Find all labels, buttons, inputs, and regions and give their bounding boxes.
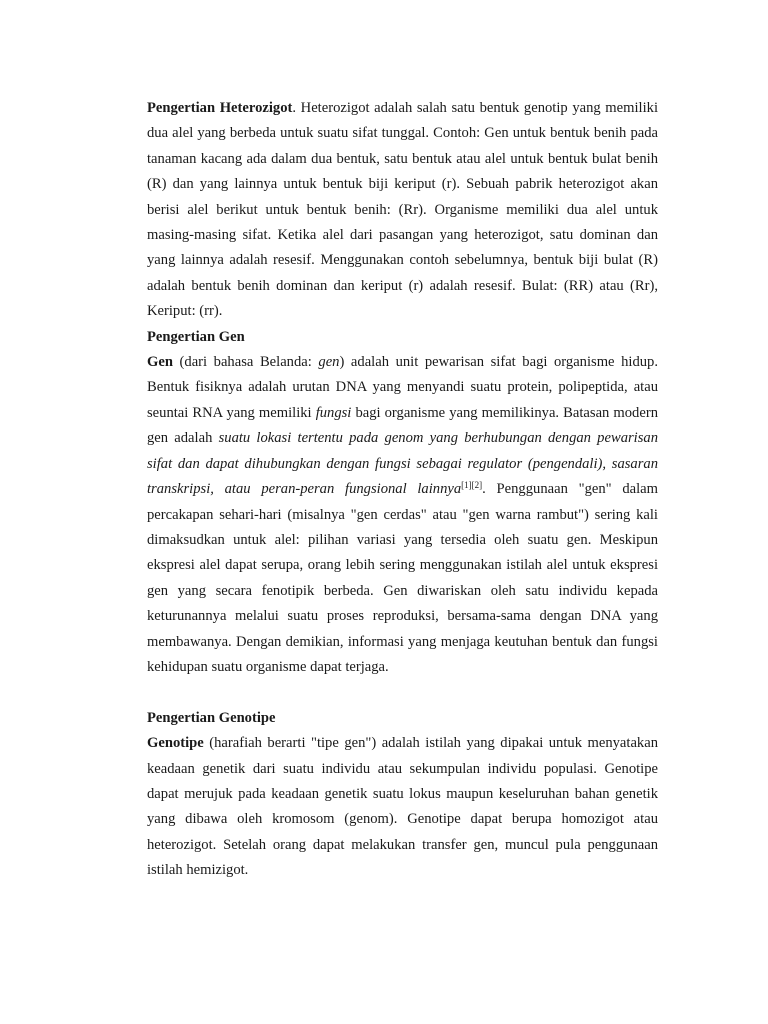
gen-text-2: ) adalah unit pewarisan sifat bagi organisme hidup. Bentuk fisiknya adalah urutan DNA yang menyandi suatu protein, polipeptida, atau seuntai RNA yang memiliki	[147, 354, 659, 421]
paragraph-spacer	[147, 680, 658, 705]
gen-reference: [1][2]	[461, 480, 483, 491]
gen-italic-3: suatu lokasi tertentu pada genom yang berhubungan dengan pewarisan sifat dan dapat dihubungkan dengan fungsi sebagai regulator (pengendali), sasaran transkripsi, atau peran-peran fungsional lainnya	[147, 430, 658, 498]
gen-italic-2: fungsi	[315, 404, 352, 421]
genotipe-term: Genotipe	[147, 735, 204, 752]
genotipe-heading: Pengertian Genotipe	[147, 709, 276, 726]
gen-text-3: bagi organisme yang memilikinya. Batasan modern gen adalah	[147, 404, 658, 447]
gen-heading: Pengertian Gen	[147, 328, 245, 345]
genotipe-paragraph	[147, 731, 658, 883]
gen-text-4: . Penggunaan "gen" dalam percakapan sehari-hari (misalnya "gen cerdas" atau "gen warna rambut") sering kali dimaksudkan untuk alel: pilihan variasi yang tersedia oleh suatu gen. Meskipun ekspresi alel dapat serupa, orang lebih sering menggunakan istilah alel untuk ekspresi gen yang secara fenotipik berbeda. Gen diwariskan oleh satu individu kepada keturunannya melalui suatu proses reproduksi, bersama-sama dengan DNA yang membawanya. Dengan demikian, informasi yang menjaga keutuhan bentuk dan fungsi kehidupan suatu organisme dapat terjaga.	[147, 481, 658, 675]
genotipe-body: (harafiah berarti "tipe gen") adalah istilah yang dipakai untuk menyatakan keadaan genetik dari suatu individu atau sekumpulan individu populasi. Genotipe dapat merujuk pada keadaan genetik suatu lokus maupun keseluruhan bahan genetik yang dibawa oleh kromosom (genom). Genotipe dapat berupa homozigot atau heterozigot. Setelah orang dapat melakukan transfer gen, muncul pula penggunaan istilah hemizigot.	[147, 735, 658, 879]
gen-paragraph	[147, 350, 658, 680]
document-page	[147, 96, 658, 884]
gen-term: Gen	[147, 354, 173, 371]
gen-italic-1: gen	[318, 354, 340, 371]
heterozigot-separator: .	[292, 100, 301, 116]
heterozigot-term: Pengertian Heterozigot	[147, 100, 293, 116]
gen-text-1: (dari bahasa Belanda:	[172, 354, 319, 371]
heterozigot-body: Heterozigot adalah salah satu bentuk genotip yang memiliki dua alel yang berbeda untuk suatu sifat tunggal. Contoh: Gen untuk bentuk benih pada tanaman kacang ada dalam dua bentuk, satu bentuk atau alel untuk bentuk bulat benih (R) dan yang lainnya untuk bentuk biji keriput (r). Sebuah pabrik heterozigot akan berisi alel berikut untuk bentuk benih: (Rr). Organisme memiliki dua alel untuk masing-masing sifat. Ketika alel dari pasangan yang heterozigot, satu dominan dan yang lainnya adalah resesif. Menggunakan contoh sebelumnya, bentuk biji bulat (R) adalah bentuk benih dominan dan keriput (r) adalah resesif. Bulat: (RR) atau (Rr), Keriput: (rr).	[147, 100, 659, 320]
heterozigot-paragraph	[147, 96, 658, 325]
